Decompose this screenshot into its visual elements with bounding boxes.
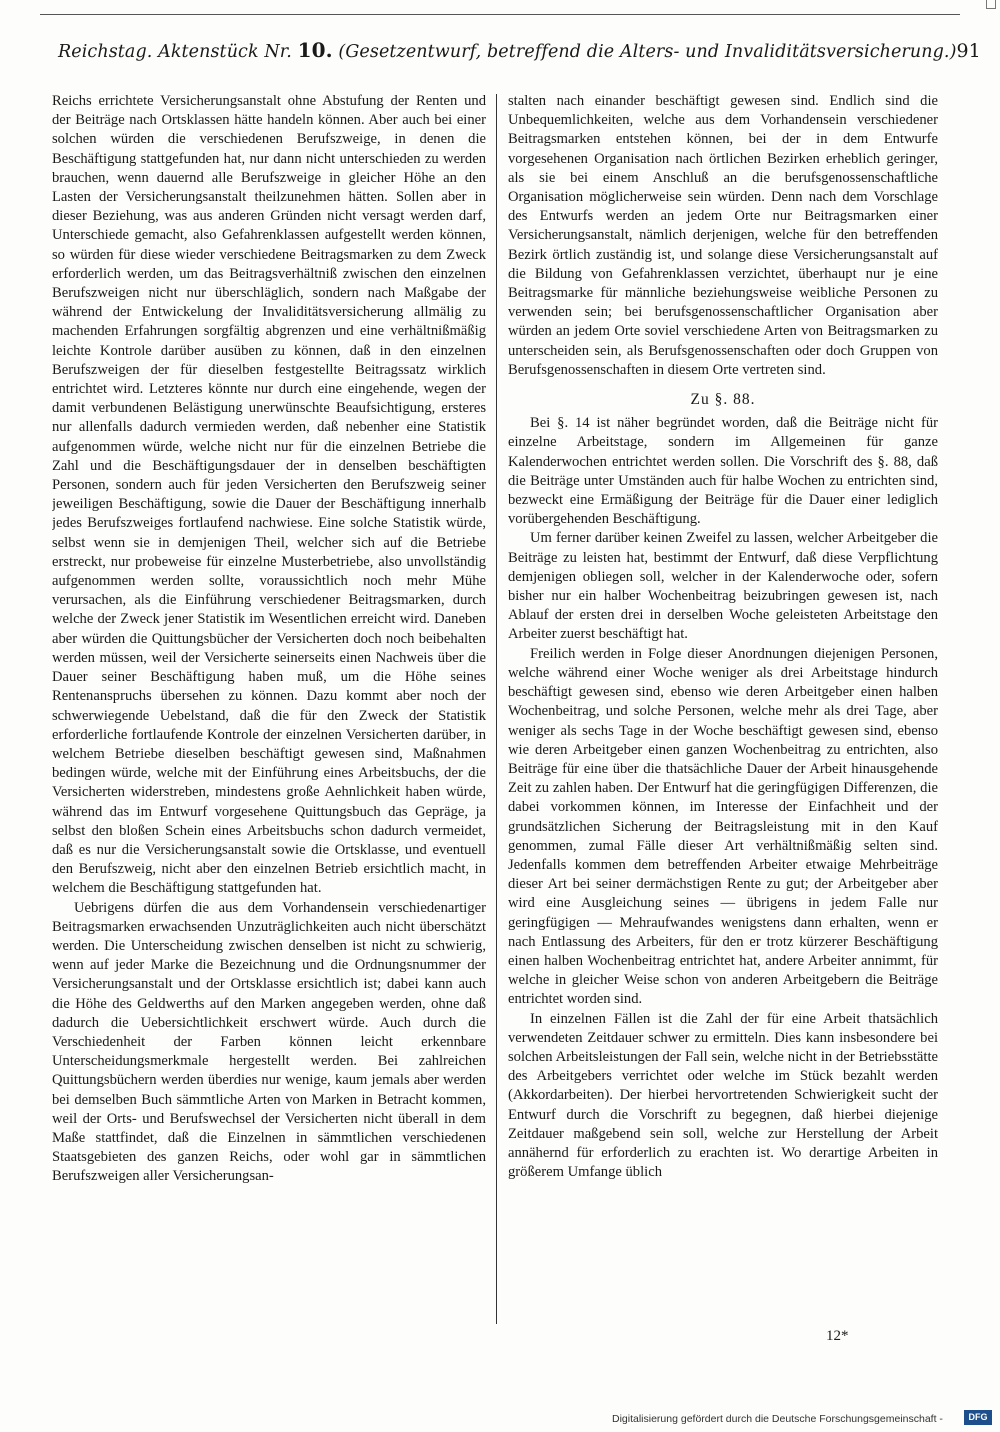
right-paragraph-1: stalten nach einander beschäftigt gewesen sind. Endlich sind die Unbequemlichkeiten, welche aus dem Vorhandensein verschiedener Beitragsmarken entstehen können, bei der in dem Entwurfe vorgesehenen Organisation nach örtlichen Bezirken erheblich geringer, als sie bei einem Anschluß an die berufsgenossenschaftliche Organisation möglicherweise sein würden. Denn nach dem Vorschlage des Entwurfs werden an jedem Orte nur Beitragsmarken einer Versicherungsanstalt, nämlich derjenigen, welche für den betreffenden Bezirk örtlich zuständig ist, und solange diese Versicherungsanstalt auf die Bildung von Gefahrenklassen verzichtet, überhaupt nur je eine Beitragsmarke für männliche beziehungsweise weibliche Personen zu verwenden sein; bei berufsgenossenschaftlicher Organisation aber würden an jedem Orte soviel verschiedene Arten von Beitragsmarken zu unterscheiden sein, als Berufsgenossenschaften oder doch Gruppen von Berufsgenossenschaften in diesem Orte vertreten sind.: [508, 93, 938, 378]
top-rule: [40, 14, 960, 15]
right-paragraph-4: Freilich werden in Folge dieser Anordnungen diejenigen Personen, welche während einer Woche weniger als drei Arbeitstage hindurch beschäftigt gewesen sind, ebenso wie deren Arbeitgeber einen halben Wochenbeitrag, und solche Personen, welche mehr als drei Tage, aber weniger als sechs Tage in der Woche beschäftigt gewesen sind, ebenso wie deren Arbeitgeber einen ganzen Wochenbeitrag zu entrichten, also Beiträge für eine über die thatsächliche Dauer der Arbeit hinausgehende Zeit zu zahlen haben. Der Entwurf hat die geringfügigen Differenzen, die dabei vorkommen können, im Interesse der Einfachheit und der grundsätzlichen Sicherung der Beitragsleistung mit in den Kauf genommen, zumal Fälle dieser Art verhältnißmäßig selten sind. Jedenfalls kommen dem betreffenden Arbeiter etwaige Mehrbeiträge dieser Art bei seiner dermächstigen Rente zu gut; der Arbeitgeber aber wird eine Ausgleichung seines — übrigens in jedem Falle nur geringfügigen — Mehraufwandes wenigstens dann erhalten, wenn er nach Entlassung des Arbeiters, für den er trotz kürzerer Beschäftigung einen halben Wochenbeitrag entrichtet hat, andere Arbeiter annimmt, für welche in gleicher Weise schon von anderen Arbeitgebern die Beiträge entrichtet worden sind.: [508, 645, 938, 1008]
right-paragraph-3: Um ferner darüber keinen Zweifel zu lassen, welcher Arbeitgeber die Beiträge zu leisten hat, bestimmt der Entwurf, daß diese Verpflichtung demjenigen obliegen soll, welcher in der Kalenderwoche oder, sofern bisher nur ein halber Wochenbeitrag beizubringen gewesen ist, nach Ablauf der ersten drei in derselben Woche geleisteten Arbeitstage den Arbeiter zuerst beschäftigt hat.: [508, 530, 938, 643]
sheet-signature: 12*: [826, 1328, 849, 1344]
dfg-logo: DFG: [964, 1410, 992, 1425]
left-paragraph-1: Reichs errichtete Versicherungsanstalt ohne Abstufung der Renten und der Beiträge nach Ortsklassen hätte handeln können. Aber auch bei einer solchen würden die verschiedenen Berufszweige, in denen die Beschäftigung stattgefunden hat, nur dann nicht unterschieden zu werden brauchen, wenn dauernd alle Berufszweige in gleicher Höhe an den Lasten der Versicherungsanstalt theilzunehmen hätten. Sollen aber in dieser Beziehung, was aus anderen Gründen nicht versagt werden darf, Unterschiede gemacht, also Gefahrenklassen aufgestellt werden können, so würden für diese wieder verschiedene Beitragsmarken zu dem Zweck erforderlich werden, um das Beitragsverhältniß zwischen den einzelnen Berufszweigen nicht nur überschläglich, sondern nach Maßgabe der während der Entwickelung der Invaliditätsversicherung allmälig zu machenden Erfahrungen sorgfältig abgrenzen und eine verhältnißmäßig leichte Kontrole darüber ausüben zu können, daß in den einzelnen Berufszweigen der für dieselben festgestellte Beitragssatz wirklich entrichtet wird. Letzteres könnte nur durch eine eingehende, wegen der damit verbundenen Belästigung unerwünschte Beaufsichtigung, ersteres nur allenfalls dadurch vermieden werden, daß nebenher eine Statistik aufgenommen würde, welche nicht nur für die einzelnen Betriebe die Zahl und die Beschäftigungsdauer der in denselben beschäftigten Personen, sondern auch für jeden Versicherten den Berufszweig seiner jeweiligen Beschäftigung, sowie die Dauer der Beschäftigung innerhalb jedes Berufszweiges fortlaufend nachwiese. Eine solche Statistik würde, selbst wenn sie in demjenigen Theil, welcher sich auf die Betriebe erstreckt, nur probeweise für einzelne Musterbetriebe, also unvollständig aufgenommen werden sollte, voraussichtlich noch mehr Mühe verursachen, als die Einführung verschiedener Beitragsmarken, durch welche der Zweck jener Statistik im Wesentlichen erreicht wird. Daneben aber würden die Quittungsbücher der Versicherten doch noch beibehalten werden müssen, weil der Versicherte seinerseits einen Nachweis über die Dauer seiner Beschäftigung haben muß, um die Höhe seines Rentenanspruchs übersehen zu können. Dazu kommt aber noch der schwerwiegende Uebelstand, daß die für den Zweck der Statistik erforderliche fortlaufende Kontrole der einzelnen Versicherten darüber, in welchem Betriebe dieselben beschäftigt gewesen sind, Maßnahmen bedingen würde, welche mit der Einführung eines Arbeitsbuchs, der die Versicherten widerstreben, mindestens große Aehnlichkeit haben würde, während das im Entwurf vorgesehene Quittungsbuch das Gepräge, ja selbst den bloßen Schein eines Arbeitsbuchs schon dadurch vermeidet, daß es nur die Versicherungsanstalt sowie die Ortsklasse, und eventuell den Berufszweig, nicht aber den einzelnen Betrieb ersichtlich macht, in welchem die Beschäftigung stattgefunden hat.: [52, 93, 486, 897]
running-header: [58, 38, 981, 78]
header-title-suffix: (Gesetzentwurf, betreffend die Alters- und Invaliditätsversicherung.): [332, 42, 957, 62]
column-divider: [496, 94, 497, 1324]
left-column: [52, 92, 486, 1324]
right-column: [508, 92, 938, 1324]
right-paragraph-5: In einzelnen Fällen ist die Zahl der für eine Arbeit thatsächlich verwendeten Zeitdauer schwer zu ermitteln. Dies kann insbesondere bei solchen Arbeitsleistungen der Fall sein, welche nicht in der Betriebsstätte des Arbeitgebers verrichtet oder welche im Stück bezahlt werden (Akkordarbeiten). Der hierbei hervortretenden Schwierigkeit sucht der Entwurf durch die Vorschrift zu begegnen, daß hierbei diejenige Zeitdauer maßgebend sein soll, welche zur Herstellung der Arbeit annähernd für erforderlich zu erachten ist. Wo derartige Arbeiten in größerem Umfange üblich: [508, 1010, 938, 1181]
scan-corner-mark: [986, 0, 996, 9]
left-paragraph-2: Uebrigens dürfen die aus dem Vorhandensein verschiedenartiger Beitragsmarken erwachsenden Unzuträglichkeiten auch nicht überschätzt werden. Die Unterscheidung zwischen denselben ist nicht zu schwierig, wenn auf jeder Marke die Bezeichnung und die Ordnungsnummer der Versicherungsanstalt und der Ortsklasse ersichtlich ist; dabei kann auch die Höhe des Geldwerths auf den Marken angegeben werden, ohne daß dadurch die Uebersichtlichkeit erschwert würde. Auch durch die Verschiedenheit der Farben können leicht erkennbare Unterscheidungsmerkmale hergestellt werden. Bei zahlreichen Quittungsbüchern werden überdies nur wenige, kaum jemals aber werden bei demselben Buch sämmtliche Arten von Marken in Betracht kommen, weil der Orts- und Berufswechsel der Versicherten nicht überall in dem Maße stattfindet, daß die Einzelnen in sämmtlichen verschiedenen Staatsgebieten des ganzen Reichs, oder wohl gar in sämmtlichen Berufszweigen aller Versicherungsan-: [52, 899, 486, 1185]
section-heading: Zu §. 88.: [690, 391, 756, 409]
page-number: 91: [956, 40, 981, 62]
footer-credit: Digitalisierung gefördert durch die Deutsche Forschungsgemeinschaft -: [612, 1413, 943, 1425]
right-paragraph-2: Bei §. 14 ist näher begründet worden, daß die Beiträge nicht für einzelne Arbeitstage, sondern im Allgemeinen für ganze Kalenderwochen entrichtet werden sollen. Die Vorschrift des §. 88, daß die Beiträge unter Umständen auch für halbe Wochen zu entrichten sind, bezweckt eine Ermäßigung der Beiträge für die Dauer einer lediglich vorübergehenden Beschäftigung.: [508, 415, 938, 528]
header-title-prefix: Reichstag. Aktenstück Nr.: [58, 42, 298, 62]
header-document-number: 10.: [297, 38, 333, 62]
header-title: [58, 38, 957, 62]
